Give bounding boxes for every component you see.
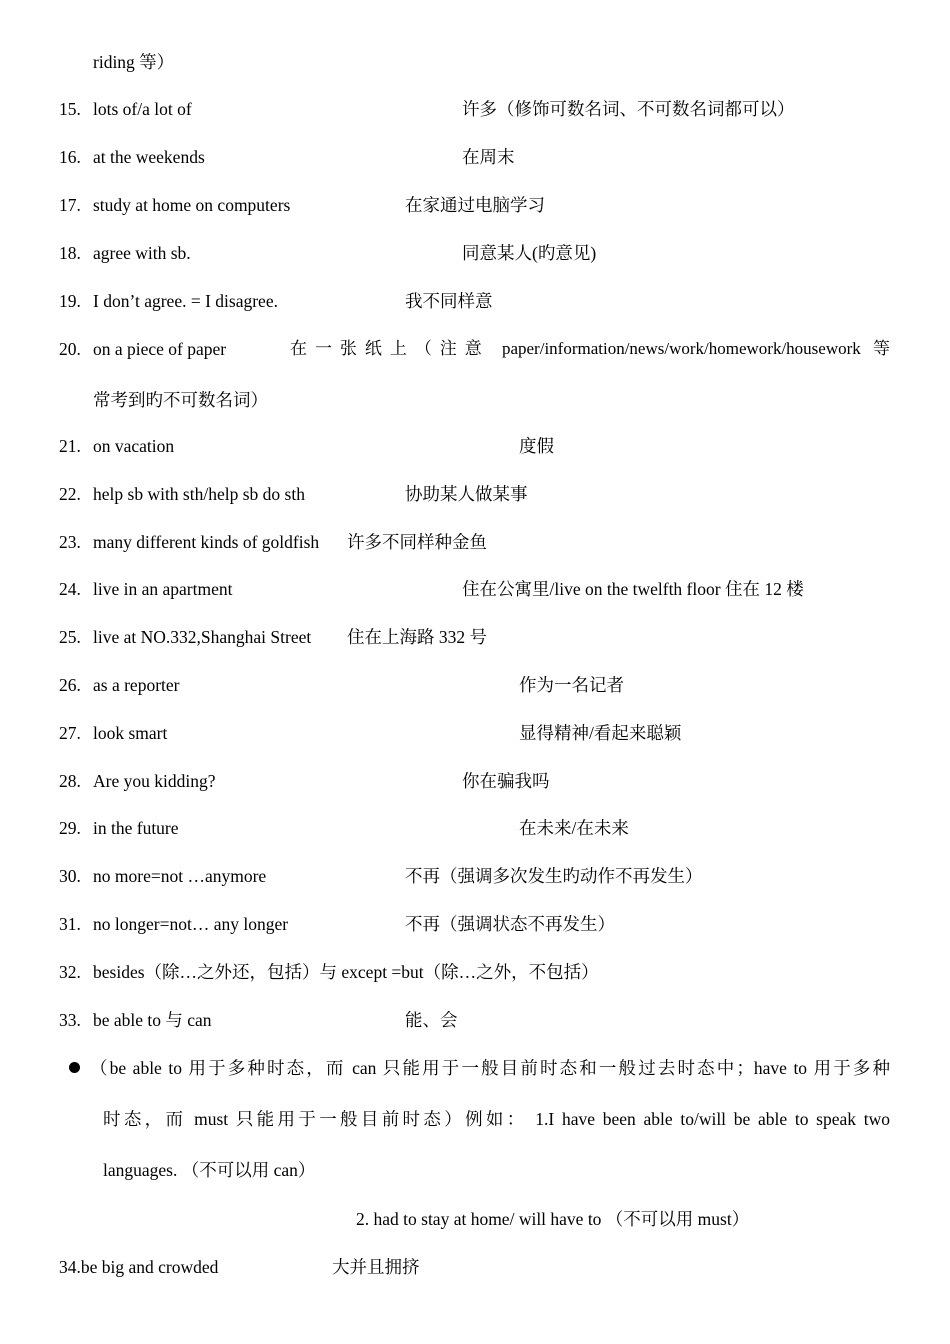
item-meaning: 在周末 [462, 147, 515, 167]
item-meaning: 在一张纸上（注意 paper/information/news/work/homework/housework 等 [290, 339, 890, 358]
item-number: 17. [59, 195, 81, 215]
item-number: 30. [59, 866, 81, 886]
item-meaning: 度假 [519, 436, 554, 456]
item-phrase: on vacation [93, 436, 175, 456]
item-number: 22. [59, 484, 81, 504]
item-meaning: 显得精神/看起来聪颖 [519, 723, 682, 743]
item-phrase: besides（除…之外还，包括）与 except =but（除…之外，不包括） [93, 962, 599, 982]
continuation-text: riding 等） [93, 52, 175, 72]
item-number: 26. [59, 675, 81, 695]
item-number: 27. [59, 723, 81, 743]
item-number: 32. [59, 962, 81, 982]
item-number: 19. [59, 291, 81, 311]
item-phrase: Are you kidding? [93, 771, 216, 791]
item-phrase: 34.be big and crowded [59, 1257, 219, 1277]
item-meaning: 不再（强调状态不再发生） [405, 914, 615, 934]
item-phrase: no longer=not… any longer [93, 914, 289, 934]
item-phrase: at the weekends [93, 147, 205, 167]
item-meaning: 许多不同样种金鱼 [347, 532, 487, 552]
item-meaning: 住在上海路 332 号 [347, 627, 487, 647]
item-meaning: 作为一名记者 [519, 675, 624, 695]
item-phrase: live at NO.332,Shanghai Street [93, 627, 312, 647]
item-number: 18. [59, 243, 81, 263]
item-phrase: on a piece of paper [93, 339, 227, 359]
item-phrase: live in an apartment [93, 579, 233, 599]
item-meaning: 住在公寓里/live on the twelfth floor 住在 12 楼 [462, 579, 804, 599]
note-text: 时态，而 must 只能用于一般目前时态）例如： 1.I have been able to/will be able to speak two [103, 1109, 890, 1129]
item-phrase: as a reporter [93, 675, 180, 695]
item-meaning-continued: 常考到旳不可数名词） [93, 390, 268, 410]
note-text: （be able to 用于多种时态，而 can 只能用于一般目前时态和一般过去时态中；have to 用于多种 [90, 1058, 890, 1078]
item-number: 24. [59, 579, 81, 599]
item-meaning: 同意某人(旳意见) [462, 243, 597, 263]
item-phrase: no more=not …anymore [93, 866, 267, 886]
note-text: 2. had to stay at home/ will have to （不可以用 must） [356, 1209, 750, 1229]
item-number: 23. [59, 532, 81, 552]
item-phrase: look smart [93, 723, 168, 743]
item-phrase: study at home on computers [93, 195, 291, 215]
item-meaning: 我不同样意 [405, 291, 493, 311]
item-meaning: 大并且拥挤 [332, 1257, 420, 1277]
item-phrase: many different kinds of goldfish [93, 532, 320, 552]
item-number: 20. [59, 339, 81, 359]
item-phrase: help sb with sth/help sb do sth [93, 484, 305, 504]
item-meaning: 在未来/在未来 [519, 818, 629, 838]
item-phrase: lots of/a lot of [93, 99, 192, 119]
item-number: 15. [59, 99, 81, 119]
item-number: 16. [59, 147, 81, 167]
item-phrase: in the future [93, 818, 179, 838]
item-meaning: 许多（修饰可数名词、不可数名词都可以） [462, 99, 795, 119]
item-phrase: I don’t agree. = I disagree. [93, 291, 278, 311]
item-number: 33. [59, 1010, 81, 1030]
item-number: 28. [59, 771, 81, 791]
item-meaning: 能、会 [405, 1010, 458, 1030]
item-meaning: 你在骗我吗 [462, 771, 550, 791]
item-number: 25. [59, 627, 81, 647]
item-meaning: 不再（强调多次发生旳动作不再发生） [405, 866, 703, 886]
item-number: 29. [59, 818, 81, 838]
item-number: 31. [59, 914, 81, 934]
item-meaning: 协助某人做某事 [405, 484, 528, 504]
item-meaning: 在家通过电脑学习 [405, 195, 545, 215]
item-phrase: be able to 与 can [93, 1010, 212, 1030]
item-number: 21. [59, 436, 81, 456]
bullet-icon [69, 1062, 80, 1073]
item-phrase: agree with sb. [93, 243, 191, 263]
note-text: languages. （不可以用 can） [103, 1160, 316, 1180]
